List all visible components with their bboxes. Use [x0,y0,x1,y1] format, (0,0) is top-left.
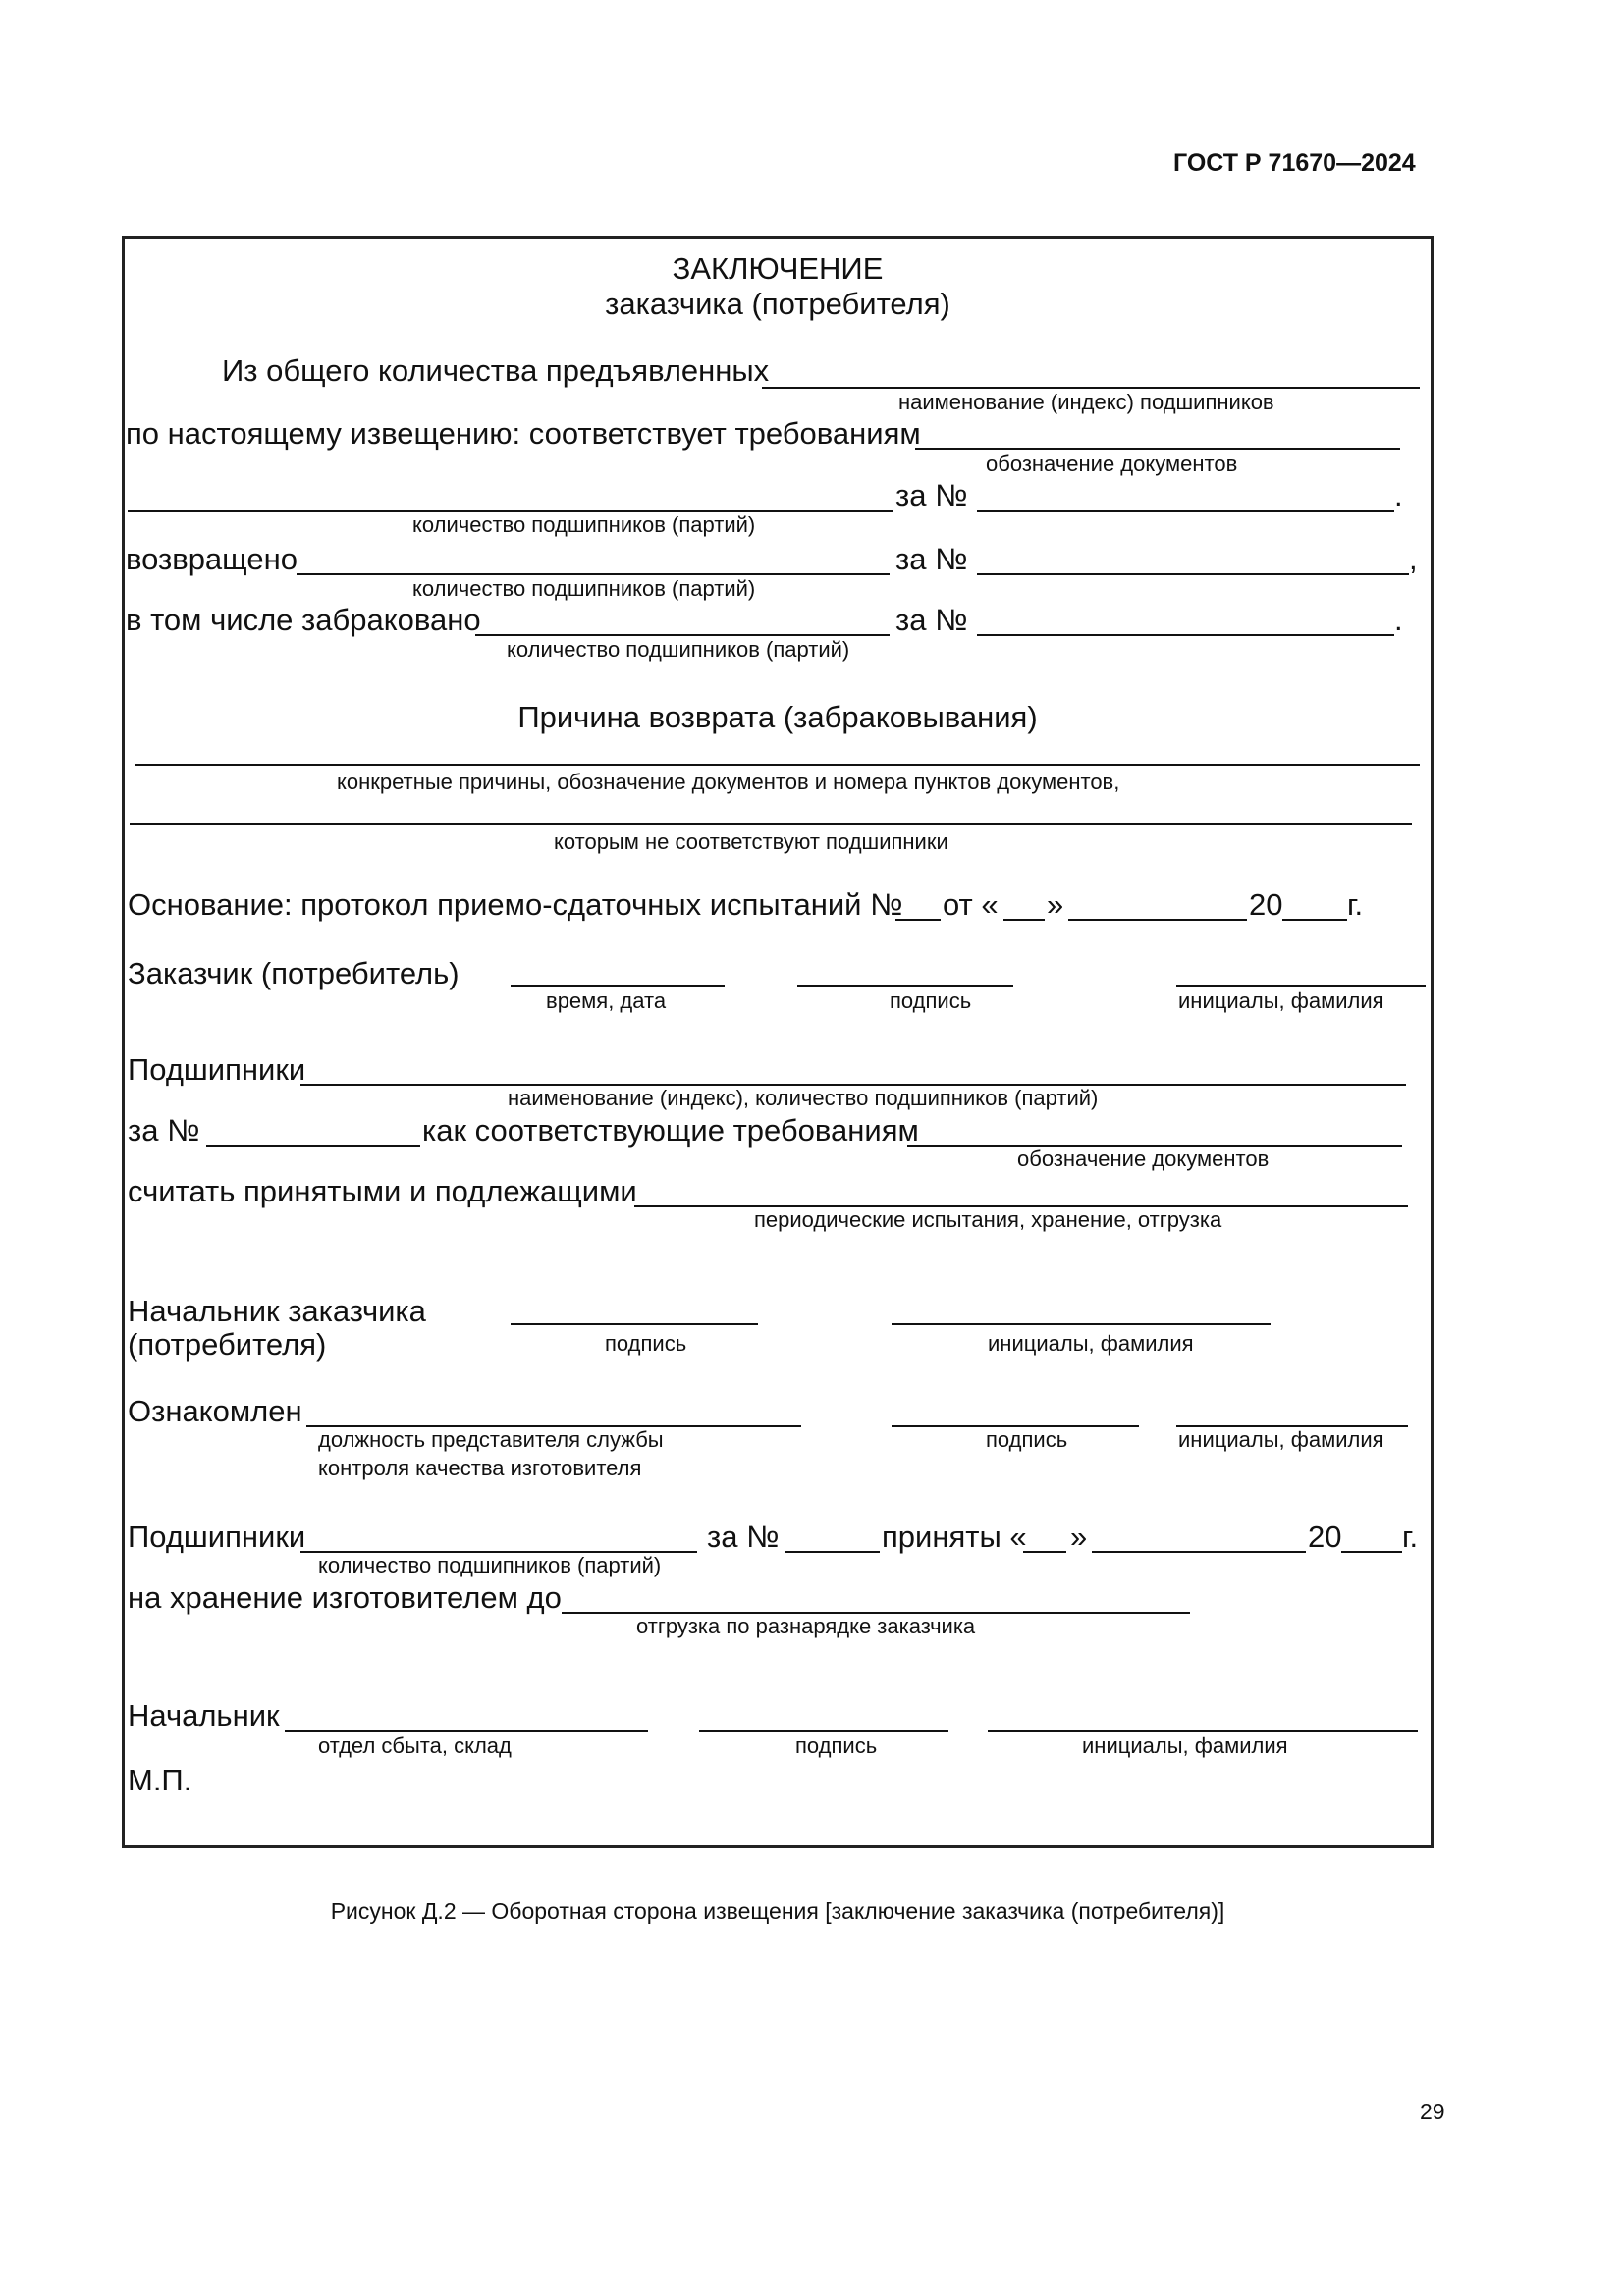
form-title: ЗАКЛЮЧЕНИЕ [672,251,884,286]
label-as-meeting: как соответствующие требованиям [422,1113,919,1148]
blank-protocol-year [1282,919,1347,921]
blank-protocol-month [1068,919,1247,921]
blank-number-3 [977,634,1394,636]
blank-number-5 [785,1551,880,1553]
accepted-year-prefix: 20 [1308,1520,1342,1554]
label-za-no-5: за № [707,1520,780,1554]
hint-initials-1: инициалы, фамилия [1178,988,1384,1013]
basis-protocol: Основание: протокол приемо-сдаточных испытаний № [128,887,903,922]
blank-customer-date [511,985,725,987]
label-bearings-2: Подшипники [128,1520,306,1554]
hint-initials-4: инициалы, фамилия [1082,1734,1288,1758]
hint-qty-3: количество подшипников (партий) [507,637,850,662]
label-chief-customer-2: (потребителя) [128,1327,327,1362]
period-3: . [1394,603,1403,637]
stamp-place: М.П. [128,1763,192,1797]
hint-signature-3: подпись [986,1427,1068,1452]
figure-caption: Рисунок Д.2 — Оборотная сторона извещения [заключение заказчика (потребителя)] [330,1898,1225,1924]
hint-time-date: время, дата [546,988,667,1013]
blank-chief-signature [511,1323,758,1325]
hint-reasons-1: конкретные причины, обозначение документов и номера пунктов документов, [337,770,1120,794]
label-rejected: в том числе забраковано [126,603,481,637]
label-bearings: Подшипники [128,1052,306,1087]
hint-bearing-name-qty: наименование (индекс), количество подшипников (партий) [508,1086,1099,1110]
basis-year-suffix: г. [1347,887,1364,922]
blank-dept [285,1730,648,1732]
label-chief: Начальник [128,1698,280,1733]
hint-signature-2: подпись [605,1331,687,1356]
blank-accepted-year [1341,1551,1402,1553]
label-acquainted: Ознакомлен [128,1394,302,1428]
blank-number-4 [206,1145,420,1147]
hint-reasons-2: которым не соответствуют подшипники [554,829,948,854]
blank-number-2 [977,573,1409,575]
label-za-no-2: за № [895,542,968,576]
basis-year-prefix: 20 [1249,887,1283,922]
basis-quote-close: » [1047,887,1064,922]
reason-title: Причина возврата (забраковывания) [517,700,1038,734]
label-za-no-1: за № [895,478,968,512]
hint-initials-2: инициалы, фамилия [988,1331,1194,1356]
hint-bearing-name: наименование (индекс) подшипников [898,390,1274,414]
label-za-no-3: за № [895,603,968,637]
hint-position-1: должность представителя службы [318,1427,664,1452]
blank-accepted-month [1092,1551,1306,1553]
label-consider-accepted: считать принятыми и подлежащими [128,1174,637,1208]
label-chief-customer-1: Начальник заказчика [128,1294,426,1328]
hint-dept: отдел сбыта, склад [318,1734,512,1758]
line-meets-requirements: по настоящему извещению: соответствует требованиям [126,416,921,451]
blank-bearing-name [762,387,1420,389]
blank-chief-initials [892,1323,1271,1325]
hint-signature-4: подпись [795,1734,878,1758]
label-customer: Заказчик (потребитель) [128,956,460,990]
blank-chief-signature-2 [699,1730,948,1732]
accepted-quote-close: » [1070,1520,1088,1554]
blank-reasons-1 [135,764,1420,766]
hint-qty-2: количество подшипников (партий) [412,576,756,601]
blank-customer-initials [1176,985,1426,987]
hint-position-2: контроля качества изготовителя [318,1456,642,1480]
hint-signature-1: подпись [890,988,972,1013]
form-subtitle: заказчика (потребителя) [605,287,950,321]
blank-qty-returned [297,573,890,575]
blank-customer-signature [797,985,1013,987]
blank-qty-rejected [475,634,890,636]
standard-number: ГОСТ Р 71670—2024 [1173,149,1416,177]
hint-initials-3: инициалы, фамилия [1178,1427,1384,1452]
hint-doc-designation-2: обозначение документов [1017,1147,1270,1171]
blank-number-1 [977,510,1394,512]
hint-periodic: периодические испытания, хранение, отгрузка [754,1207,1222,1232]
label-accepted: приняты « [882,1520,1027,1554]
page-number: 29 [1420,2099,1445,2124]
label-za-no-4: за № [128,1113,200,1148]
blank-chief-initials-2 [988,1730,1418,1732]
blank-reasons-2 [130,823,1412,825]
hint-qty-1: количество подшипников (партий) [412,512,756,537]
hint-doc-designation: обозначение документов [986,452,1238,476]
line-total-presented: Из общего количества предъявленных [222,353,770,388]
accepted-year-suffix: г. [1402,1520,1419,1554]
blank-doc-designation [915,448,1400,450]
blank-protocol-day [1003,919,1045,921]
hint-qty-4: количество подшипников (партий) [318,1553,662,1577]
label-storage-until: на хранение изготовителем до [128,1580,562,1615]
period-1: . [1394,478,1403,512]
label-returned: возвращено [126,542,298,576]
blank-protocol-number [895,919,941,921]
basis-from: от « [943,887,999,922]
blank-accepted-day [1023,1551,1066,1553]
hint-shipment: отгрузка по разнарядке заказчика [636,1614,976,1638]
comma-2: , [1409,542,1418,576]
